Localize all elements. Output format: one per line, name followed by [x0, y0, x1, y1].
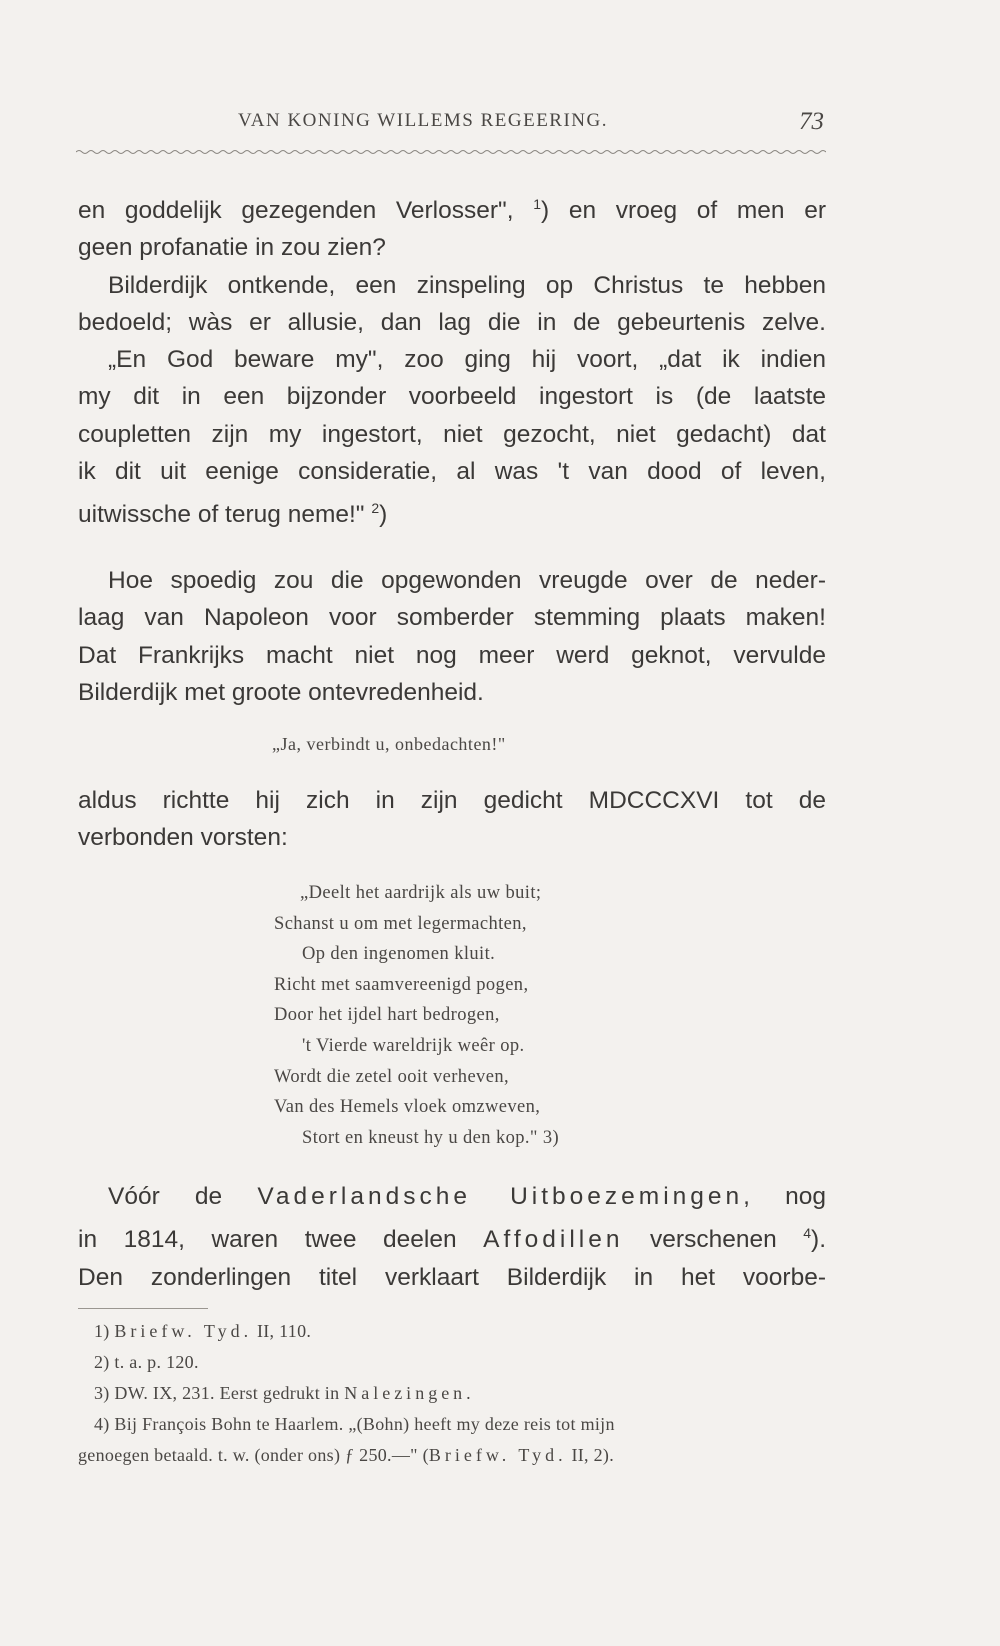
text-line: my dit in een bijzonder voorbeeld ingestort is (de laatste	[78, 383, 826, 411]
text-run: , nog	[743, 1183, 826, 1210]
text-run: uitwissche of terug neme!"	[78, 501, 365, 529]
text-run: verschenen	[650, 1226, 777, 1254]
footnote-4: 4) Bij François Bohn te Haarlem. „(Bohn) heeft my deze reis tot mijn	[94, 1414, 615, 1434]
text-run: ).	[811, 1226, 827, 1254]
paragraph-2	[78, 562, 826, 711]
text-line: coupletten zijn my ingestort, niet gezocht, niet gedacht) dat	[78, 420, 826, 448]
text-line: Bilderdijk met groote ontevredenheid.	[78, 678, 484, 706]
text-line: verbonden vorsten:	[78, 824, 288, 852]
text-run: Vóór de	[108, 1183, 223, 1210]
text-run: 1)	[94, 1321, 110, 1341]
book-title: Affodillen	[483, 1226, 624, 1254]
text-run: in 1814, waren twee deelen	[78, 1226, 457, 1254]
text-run: )	[379, 501, 388, 529]
page-header	[78, 108, 824, 142]
paragraph-1	[78, 186, 826, 534]
poem-line: Van des Hemels vloek omzweven,	[274, 1097, 541, 1118]
text-line	[78, 1215, 826, 1258]
poem-line: Door het ijdel hart bedrogen,	[274, 1005, 500, 1026]
poem-line: Richt met saamvereenigd pogen,	[274, 974, 529, 995]
text-line	[78, 1178, 826, 1215]
page-number: 73	[799, 108, 824, 135]
text-run: ) en vroeg of men er	[541, 197, 826, 224]
footnote-ref: 2	[371, 500, 380, 517]
footnote-1	[78, 1316, 826, 1347]
text-line	[78, 186, 826, 229]
poem-line: Op den ingenomen kluit.	[302, 944, 496, 965]
text-run: Briefw. Tyd.	[114, 1321, 253, 1341]
poem-line: Stort en kneust hy u den kop." 3)	[302, 1127, 560, 1148]
poem-line: 't Vierde wareldrijk weêr op.	[302, 1035, 525, 1056]
text-line	[78, 490, 826, 533]
paragraph-4	[78, 1178, 826, 1296]
text-run: II, 110.	[256, 1321, 312, 1341]
footnotes	[78, 1316, 826, 1471]
footnote-ref: 4	[803, 1225, 812, 1242]
text-line: bedoeld; wàs er allusie, dan lag die in de gebeurtenis zelve.	[78, 308, 826, 336]
text-line: laag van Napoleon voor somberder stemming plaats maken!	[78, 604, 826, 632]
text-line: ik dit uit eenige consideratie, al was 't van dood of leven,	[78, 458, 826, 486]
text-line: Den zonderlingen titel verklaart Bilderdijk in het voorbe-	[78, 1263, 826, 1291]
text-line: aldus richtte hij zich in zijn gedicht MDCCCXVI tot de	[78, 787, 826, 814]
book-title: Vaderlandsche Uitboezemingen	[257, 1183, 744, 1210]
poem-line: Schanst u om met legermachten,	[274, 913, 527, 934]
text-line: „En God beware my", zoo ging hij voort, „dat ik indien	[108, 346, 826, 374]
footnote-4-continued	[78, 1440, 826, 1471]
text-run: 3) DW. IX, 231. Eerst gedrukt in	[94, 1383, 340, 1403]
text-line: Hoe spoedig zou die opgewonden vreugde over de neder-	[108, 567, 826, 594]
text-run: Nalezingen.	[344, 1383, 475, 1403]
header-rule	[76, 146, 826, 156]
running-head: VAN KONING WILLEMS REGEERING.	[238, 110, 608, 131]
text-line: Bilderdijk ontkende, een zinspeling op Christus te hebben	[108, 271, 826, 299]
poem-line: „Deelt het aardrijk als uw buit;	[300, 883, 542, 903]
footnote-3	[78, 1378, 826, 1409]
text-run: Briefw. Tyd.	[428, 1445, 567, 1465]
text-line: geen profanatie in zou zien?	[78, 234, 386, 262]
footnote-divider	[78, 1308, 208, 1309]
poem	[274, 878, 559, 1153]
text-run: genoegen betaald. t. w. (onder ons) ƒ 250.—" (	[78, 1445, 429, 1465]
footnote-2: 2) t. a. p. 120.	[94, 1352, 199, 1372]
footnote-ref: 1	[533, 196, 542, 212]
poem-line: Wordt die zetel ooit verheven,	[274, 1066, 509, 1087]
paragraph-3	[78, 782, 826, 857]
quote-line: „Ja, verbindt u, onbedachten!"	[272, 734, 506, 754]
text-run: en goddelijk gezegenden Verlosser",	[78, 197, 514, 224]
text-run: II, 2).	[571, 1445, 615, 1465]
text-line: Dat Frankrijks macht niet nog meer werd geknot, vervulde	[78, 641, 826, 669]
